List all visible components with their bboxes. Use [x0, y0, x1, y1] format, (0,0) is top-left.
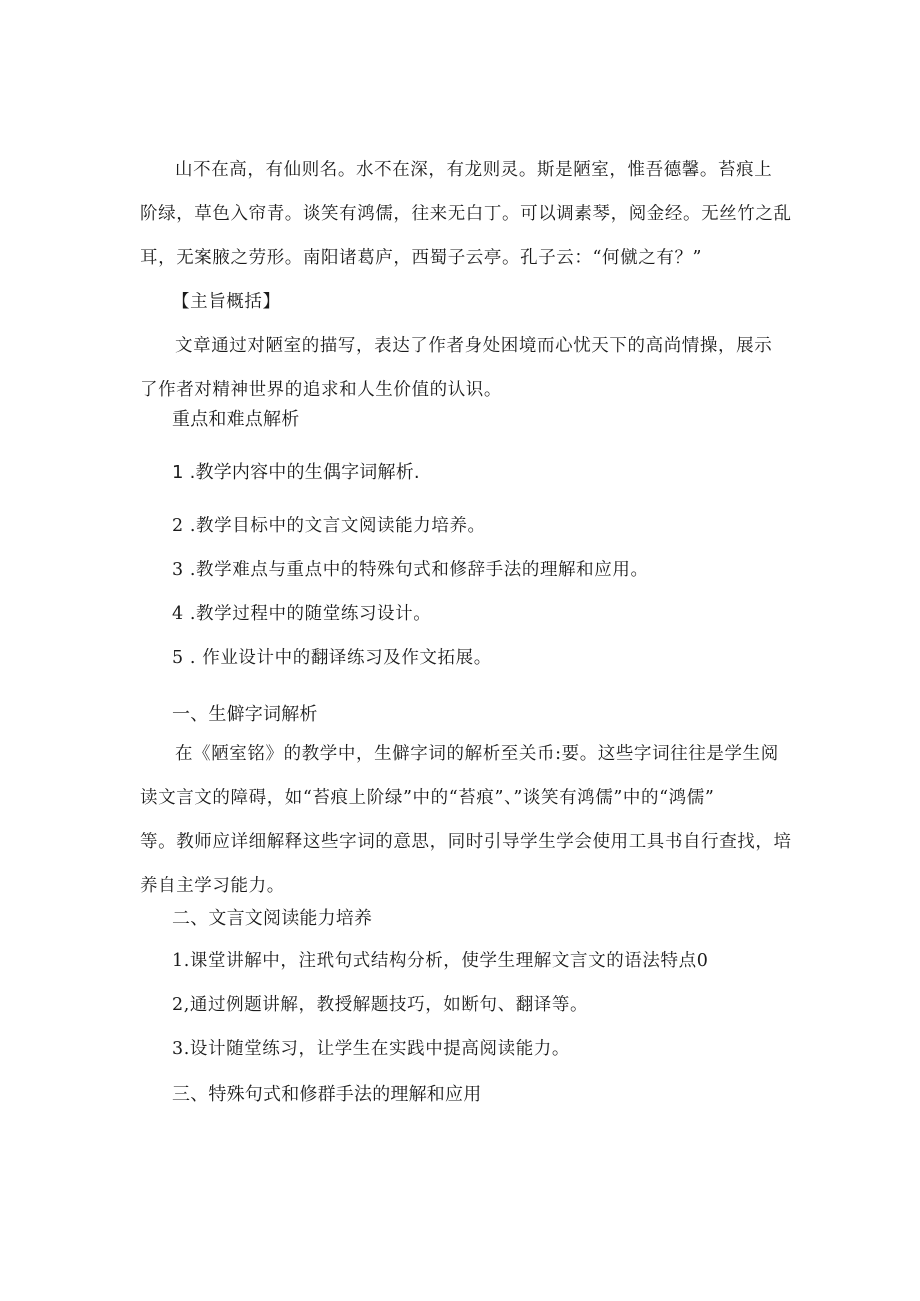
section-heading: 三、特殊句式和修群手法的理解和应用	[172, 1084, 482, 1105]
summary-line: 了作者对精神世界的追求和人生价值的认识。	[140, 380, 502, 400]
paragraph-line: 在《陋室铭》的教学中，生僻字词的解析至关币:要。这些字词往往是学生阅	[175, 744, 779, 764]
paragraph-line: 养自主学习能力。	[140, 876, 285, 896]
list-item: 3.设计随堂练习，让学生在实践中提高阅读能力。	[172, 1039, 570, 1059]
paragraph-line: 读文言文的障碍，如“苔痕上阶绿”中的“苔痕”、”谈笑有鸿儒”中的“鸿儒”	[140, 788, 715, 808]
poem-text	[140, 148, 790, 280]
list-item: 2,通过例题讲解，教授解题技巧，如断句、翻译等。	[172, 995, 589, 1015]
section-paragraph	[140, 732, 790, 908]
summary-line: 文章通过对陋室的描写，表达了作者身处困境而心忧天下的高尚情操，展示	[175, 336, 773, 356]
list-item: 1.课堂讲解中，注玳句式结构分析，使学生理解文言文的语法特点0	[172, 951, 709, 971]
summary-label: 【主旨概括】	[172, 292, 281, 312]
poem-line: 阶绿，草色入帘青。谈笑有鸿儒，往来无白丁。可以调素琴，阅金经。无丝竹之乱	[140, 204, 792, 224]
section-heading: 二、文言文阅读能力培养	[172, 908, 373, 929]
key-point-item: 3 .教学难点与重点中的特殊句式和修辞手法的理解和应用。	[172, 560, 649, 580]
key-point-item: 2 .教学目标中的文言文阅读能力培养。	[172, 516, 486, 536]
key-points-heading: 重点和难点解析	[172, 409, 300, 430]
paragraph-line: 等。教师应详细解释这些字词的意思，同时引导学生学会使用工具书自行查找，培	[140, 832, 792, 852]
key-point-item: 5 . 作业设计中的翻译练习及作文拓展。	[172, 648, 492, 668]
poem-line: 耳，无案腋之劳形。南阳诸葛庐，西蜀子云亭。孔子云：“何僦之有？”	[140, 248, 703, 268]
section-heading: 一、生僻字词解析	[172, 704, 318, 725]
key-point-item: 1 .教学内容中的生偶字词解析.	[172, 462, 420, 483]
poem-line: 山不在高，有仙则名。水不在深，有龙则灵。斯是陋室，惟吾德馨。苔痕上	[175, 160, 773, 180]
summary-text	[140, 324, 790, 412]
key-point-item: 4 .教学过程中的随堂练习设计。	[172, 604, 432, 624]
